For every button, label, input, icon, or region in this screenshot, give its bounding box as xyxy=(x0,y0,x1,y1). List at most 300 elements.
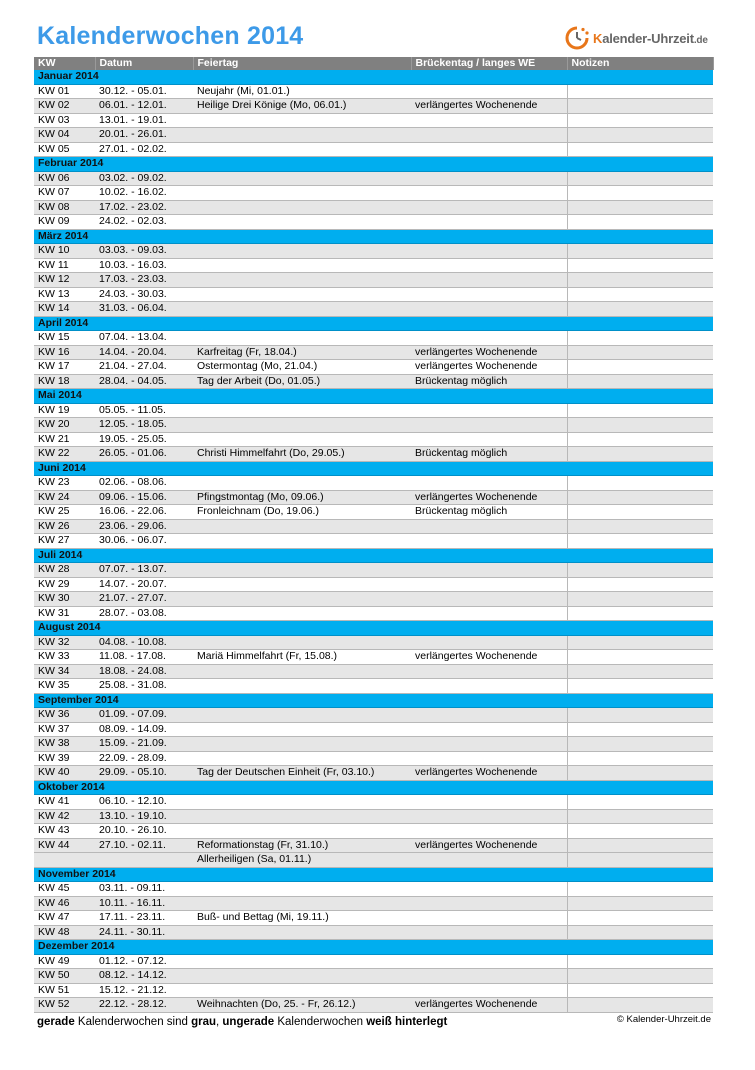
month-label: Februar 2014 xyxy=(34,157,713,172)
table-row xyxy=(34,258,713,273)
week-number-cell: KW 20 xyxy=(34,418,95,433)
table-row xyxy=(34,838,713,853)
notes-cell xyxy=(567,911,713,926)
bridge-day-cell: Brückentag möglich xyxy=(411,505,567,520)
month-header-row xyxy=(34,780,713,795)
notes-cell xyxy=(567,896,713,911)
holiday-cell xyxy=(193,403,411,418)
date-range-cell: 20.10. - 26.10. xyxy=(95,824,193,839)
notes-cell xyxy=(567,809,713,824)
date-range-cell: 24.02. - 02.03. xyxy=(95,215,193,230)
logo-initial: K xyxy=(593,30,603,46)
date-range-cell: 09.06. - 15.06. xyxy=(95,490,193,505)
bridge-day-cell: verlängertes Wochenende xyxy=(411,490,567,505)
week-number-cell: KW 44 xyxy=(34,838,95,853)
date-range-cell: 22.09. - 28.09. xyxy=(95,751,193,766)
date-range-cell: 30.12. - 05.01. xyxy=(95,84,193,99)
bridge-day-cell: verlängertes Wochenende xyxy=(411,345,567,360)
holiday-cell: Weihnachten (Do, 25. - Fr, 26.12.) xyxy=(193,998,411,1013)
table-row xyxy=(34,592,713,607)
date-range-cell: 08.09. - 14.09. xyxy=(95,722,193,737)
holiday-cell xyxy=(193,795,411,810)
notes-cell xyxy=(567,244,713,259)
table-row xyxy=(34,142,713,157)
holiday-cell xyxy=(193,896,411,911)
notes-cell xyxy=(567,722,713,737)
notes-cell xyxy=(567,84,713,99)
table-row xyxy=(34,331,713,346)
notes-cell xyxy=(567,432,713,447)
bridge-day-cell xyxy=(411,403,567,418)
date-range-cell: 20.01. - 26.01. xyxy=(95,128,193,143)
table-row-continuation xyxy=(34,853,713,868)
notes-cell xyxy=(567,563,713,578)
notes-cell xyxy=(567,258,713,273)
brand-logo[interactable] xyxy=(563,21,723,55)
logo-tld: .de xyxy=(693,34,708,46)
date-range-cell: 16.06. - 22.06. xyxy=(95,505,193,520)
table-row xyxy=(34,447,713,462)
week-number-cell: KW 51 xyxy=(34,983,95,998)
table-row xyxy=(34,969,713,984)
table-row xyxy=(34,374,713,389)
date-range-cell: 10.11. - 16.11. xyxy=(95,896,193,911)
notes-cell xyxy=(567,998,713,1013)
table-row xyxy=(34,200,713,215)
date-range-cell: 22.12. - 28.12. xyxy=(95,998,193,1013)
holiday-cell xyxy=(193,969,411,984)
date-range-cell: 14.04. - 20.04. xyxy=(95,345,193,360)
bridge-day-cell xyxy=(411,519,567,534)
week-number-cell: KW 45 xyxy=(34,882,95,897)
week-number-cell: KW 16 xyxy=(34,345,95,360)
bridge-day-cell xyxy=(411,795,567,810)
week-number-cell: KW 03 xyxy=(34,113,95,128)
holiday-cell xyxy=(193,128,411,143)
date-range-cell: 17.03. - 23.03. xyxy=(95,273,193,288)
holiday-cell xyxy=(193,737,411,752)
table-row xyxy=(34,519,713,534)
date-range-cell: 21.07. - 27.07. xyxy=(95,592,193,607)
table-row xyxy=(34,273,713,288)
notes-cell xyxy=(567,287,713,302)
table-row xyxy=(34,708,713,723)
date-range-cell: 14.07. - 20.07. xyxy=(95,577,193,592)
week-number-cell: KW 32 xyxy=(34,635,95,650)
notes-cell xyxy=(567,273,713,288)
month-label: Juni 2014 xyxy=(34,461,713,476)
date-range-cell: 01.09. - 07.09. xyxy=(95,708,193,723)
date-range-cell: 07.07. - 13.07. xyxy=(95,563,193,578)
table-row xyxy=(34,345,713,360)
table-row xyxy=(34,186,713,201)
table-row xyxy=(34,751,713,766)
week-number-cell: KW 43 xyxy=(34,824,95,839)
date-range-cell: 10.02. - 16.02. xyxy=(95,186,193,201)
legend-note xyxy=(37,1016,447,1028)
table-row xyxy=(34,360,713,375)
notes-cell xyxy=(567,142,713,157)
notes-cell xyxy=(567,113,713,128)
week-number-cell: KW 10 xyxy=(34,244,95,259)
table-row xyxy=(34,679,713,694)
notes-cell xyxy=(567,838,713,853)
notes-cell xyxy=(567,128,713,143)
table-row xyxy=(34,563,713,578)
table-row xyxy=(34,635,713,650)
table-row xyxy=(34,954,713,969)
bridge-day-cell xyxy=(411,432,567,447)
notes-cell xyxy=(567,476,713,491)
bridge-day-cell xyxy=(411,84,567,99)
holiday-cell: Pfingstmontag (Mo, 09.06.) xyxy=(193,490,411,505)
table-row xyxy=(34,650,713,665)
column-header-datum: Datum xyxy=(95,57,193,70)
month-header-row xyxy=(34,940,713,955)
month-header-row xyxy=(34,157,713,172)
date-range-cell: 26.05. - 01.06. xyxy=(95,447,193,462)
date-range-cell: 24.03. - 30.03. xyxy=(95,287,193,302)
date-range-cell: 27.01. - 02.02. xyxy=(95,142,193,157)
table-row xyxy=(34,766,713,781)
table-row xyxy=(34,606,713,621)
holiday-cell xyxy=(193,258,411,273)
notes-cell xyxy=(567,403,713,418)
table-row xyxy=(34,302,713,317)
week-number-cell: KW 12 xyxy=(34,273,95,288)
bridge-day-cell xyxy=(411,896,567,911)
notes-cell xyxy=(567,853,713,868)
table-row xyxy=(34,795,713,810)
date-range-cell: 02.06. - 08.06. xyxy=(95,476,193,491)
notes-cell xyxy=(567,302,713,317)
date-range-cell: 31.03. - 06.04. xyxy=(95,302,193,317)
date-range-cell: 18.08. - 24.08. xyxy=(95,664,193,679)
date-range-cell: 28.04. - 04.05. xyxy=(95,374,193,389)
date-range-cell xyxy=(95,853,193,868)
table-row xyxy=(34,534,713,549)
date-range-cell: 10.03. - 16.03. xyxy=(95,258,193,273)
month-header-row xyxy=(34,229,713,244)
table-row xyxy=(34,490,713,505)
table-header-row xyxy=(34,57,713,70)
week-number-cell: KW 22 xyxy=(34,447,95,462)
legend-text-part: Kalenderwochen sind xyxy=(74,1016,192,1028)
month-header-row xyxy=(34,621,713,636)
week-number-cell: KW 40 xyxy=(34,766,95,781)
notes-cell xyxy=(567,447,713,462)
date-range-cell: 06.01. - 12.01. xyxy=(95,99,193,114)
bridge-day-cell xyxy=(411,983,567,998)
week-number-cell: KW 27 xyxy=(34,534,95,549)
notes-cell xyxy=(567,969,713,984)
bridge-day-cell: verlängertes Wochenende xyxy=(411,360,567,375)
notes-cell xyxy=(567,954,713,969)
week-number-cell: KW 05 xyxy=(34,142,95,157)
holiday-cell xyxy=(193,113,411,128)
table-row xyxy=(34,171,713,186)
bridge-day-cell xyxy=(411,925,567,940)
date-range-cell: 05.05. - 11.05. xyxy=(95,403,193,418)
holiday-cell xyxy=(193,476,411,491)
bridge-day-cell xyxy=(411,664,567,679)
notes-cell xyxy=(567,505,713,520)
week-number-cell: KW 33 xyxy=(34,650,95,665)
table-row xyxy=(34,476,713,491)
bridge-day-cell xyxy=(411,809,567,824)
week-number-cell: KW 11 xyxy=(34,258,95,273)
holiday-cell: Reformationstag (Fr, 31.10.) xyxy=(193,838,411,853)
table-row xyxy=(34,418,713,433)
week-number-cell: KW 52 xyxy=(34,998,95,1013)
notes-cell xyxy=(567,418,713,433)
holiday-cell: Tag der Deutschen Einheit (Fr, 03.10.) xyxy=(193,766,411,781)
month-label: Dezember 2014 xyxy=(34,940,713,955)
holiday-cell xyxy=(193,331,411,346)
bridge-day-cell: verlängertes Wochenende xyxy=(411,998,567,1013)
notes-cell xyxy=(567,824,713,839)
month-label: Juli 2014 xyxy=(34,548,713,563)
bridge-day-cell: Brückentag möglich xyxy=(411,447,567,462)
month-label: Januar 2014 xyxy=(34,70,713,84)
week-number-cell: KW 48 xyxy=(34,925,95,940)
table-row xyxy=(34,505,713,520)
date-range-cell: 30.06. - 06.07. xyxy=(95,534,193,549)
notes-cell xyxy=(567,650,713,665)
week-number-cell xyxy=(34,853,95,868)
holiday-cell xyxy=(193,708,411,723)
legend-text-part: ungerade xyxy=(222,1016,275,1028)
date-range-cell: 03.03. - 09.03. xyxy=(95,244,193,259)
holiday-cell: Christi Himmelfahrt (Do, 29.05.) xyxy=(193,447,411,462)
week-number-cell: KW 47 xyxy=(34,911,95,926)
month-label: Oktober 2014 xyxy=(34,780,713,795)
date-range-cell: 21.04. - 27.04. xyxy=(95,360,193,375)
week-number-cell: KW 08 xyxy=(34,200,95,215)
week-number-cell: KW 31 xyxy=(34,606,95,621)
bridge-day-cell xyxy=(411,113,567,128)
bridge-day-cell xyxy=(411,824,567,839)
bridge-day-cell xyxy=(411,287,567,302)
bridge-day-cell xyxy=(411,476,567,491)
table-row xyxy=(34,824,713,839)
week-number-cell: KW 04 xyxy=(34,128,95,143)
holiday-cell xyxy=(193,432,411,447)
holiday-cell: Allerheiligen (Sa, 01.11.) xyxy=(193,853,411,868)
week-number-cell: KW 09 xyxy=(34,215,95,230)
notes-cell xyxy=(567,606,713,621)
date-range-cell: 12.05. - 18.05. xyxy=(95,418,193,433)
week-number-cell: KW 36 xyxy=(34,708,95,723)
notes-cell xyxy=(567,679,713,694)
month-header-row xyxy=(34,461,713,476)
week-number-cell: KW 26 xyxy=(34,519,95,534)
legend-text-part: gerade xyxy=(37,1016,75,1028)
notes-cell xyxy=(567,766,713,781)
week-number-cell: KW 23 xyxy=(34,476,95,491)
holiday-cell: Tag der Arbeit (Do, 01.05.) xyxy=(193,374,411,389)
week-number-cell: KW 14 xyxy=(34,302,95,317)
column-header-kw: KW xyxy=(34,57,95,70)
holiday-cell xyxy=(193,186,411,201)
bridge-day-cell xyxy=(411,751,567,766)
week-number-cell: KW 15 xyxy=(34,331,95,346)
logo-text xyxy=(593,31,708,46)
week-number-cell: KW 17 xyxy=(34,360,95,375)
week-number-cell: KW 39 xyxy=(34,751,95,766)
date-range-cell: 28.07. - 03.08. xyxy=(95,606,193,621)
date-range-cell: 03.02. - 09.02. xyxy=(95,171,193,186)
notes-cell xyxy=(567,186,713,201)
legend-text-part: weiß hinterlegt xyxy=(366,1016,448,1028)
holiday-cell xyxy=(193,200,411,215)
date-range-cell: 27.10. - 02.11. xyxy=(95,838,193,853)
holiday-cell: Ostermontag (Mo, 21.04.) xyxy=(193,360,411,375)
week-number-cell: KW 41 xyxy=(34,795,95,810)
month-label: November 2014 xyxy=(34,867,713,882)
table-row xyxy=(34,432,713,447)
holiday-cell xyxy=(193,635,411,650)
holiday-cell: Neujahr (Mi, 01.01.) xyxy=(193,84,411,99)
table-row xyxy=(34,84,713,99)
bridge-day-cell xyxy=(411,954,567,969)
holiday-cell xyxy=(193,722,411,737)
table-row xyxy=(34,99,713,114)
bridge-day-cell xyxy=(411,534,567,549)
month-label: März 2014 xyxy=(34,229,713,244)
holiday-cell xyxy=(193,606,411,621)
week-number-cell: KW 49 xyxy=(34,954,95,969)
bridge-day-cell xyxy=(411,244,567,259)
month-header-row xyxy=(34,389,713,404)
bridge-day-cell: verlängertes Wochenende xyxy=(411,99,567,114)
notes-cell xyxy=(567,708,713,723)
week-number-cell: KW 28 xyxy=(34,563,95,578)
holiday-cell xyxy=(193,809,411,824)
holiday-cell xyxy=(193,273,411,288)
week-number-cell: KW 18 xyxy=(34,374,95,389)
column-header-feiertag: Feiertag xyxy=(193,57,411,70)
notes-cell xyxy=(567,200,713,215)
week-number-cell: KW 13 xyxy=(34,287,95,302)
holiday-cell xyxy=(193,244,411,259)
date-range-cell: 04.08. - 10.08. xyxy=(95,635,193,650)
date-range-cell: 25.08. - 31.08. xyxy=(95,679,193,694)
month-label: September 2014 xyxy=(34,693,713,708)
table-row xyxy=(34,911,713,926)
holiday-cell xyxy=(193,418,411,433)
date-range-cell: 07.04. - 13.04. xyxy=(95,331,193,346)
holiday-cell: Heilige Drei Könige (Mo, 06.01.) xyxy=(193,99,411,114)
holiday-cell xyxy=(193,983,411,998)
bridge-day-cell xyxy=(411,418,567,433)
bridge-day-cell xyxy=(411,853,567,868)
holiday-cell xyxy=(193,751,411,766)
bridge-day-cell xyxy=(411,273,567,288)
holiday-cell: Mariä Himmelfahrt (Fr, 15.08.) xyxy=(193,650,411,665)
date-range-cell: 01.12. - 07.12. xyxy=(95,954,193,969)
bridge-day-cell xyxy=(411,142,567,157)
week-number-cell: KW 02 xyxy=(34,99,95,114)
bridge-day-cell xyxy=(411,200,567,215)
date-range-cell: 15.09. - 21.09. xyxy=(95,737,193,752)
month-label: August 2014 xyxy=(34,621,713,636)
date-range-cell: 17.02. - 23.02. xyxy=(95,200,193,215)
bridge-day-cell xyxy=(411,708,567,723)
notes-cell xyxy=(567,795,713,810)
week-number-cell: KW 29 xyxy=(34,577,95,592)
bridge-day-cell: verlängertes Wochenende xyxy=(411,650,567,665)
bridge-day-cell xyxy=(411,215,567,230)
table-row xyxy=(34,983,713,998)
date-range-cell: 23.06. - 29.06. xyxy=(95,519,193,534)
date-range-cell: 03.11. - 09.11. xyxy=(95,882,193,897)
table-row xyxy=(34,244,713,259)
holiday-cell xyxy=(193,882,411,897)
holiday-cell: Buß- und Bettag (Mi, 19.11.) xyxy=(193,911,411,926)
table-row xyxy=(34,287,713,302)
bridge-day-cell xyxy=(411,563,567,578)
table-row xyxy=(34,215,713,230)
bridge-day-cell: Brückentag möglich xyxy=(411,374,567,389)
bridge-day-cell xyxy=(411,592,567,607)
legend-text-part: Kalenderwochen xyxy=(274,1016,367,1028)
notes-cell xyxy=(567,171,713,186)
page-title: Kalenderwochen 2014 xyxy=(37,22,304,50)
notes-cell xyxy=(567,490,713,505)
holiday-cell xyxy=(193,287,411,302)
week-number-cell: KW 19 xyxy=(34,403,95,418)
date-range-cell: 15.12. - 21.12. xyxy=(95,983,193,998)
date-range-cell: 11.08. - 17.08. xyxy=(95,650,193,665)
holiday-cell xyxy=(193,954,411,969)
bridge-day-cell xyxy=(411,302,567,317)
bridge-day-cell xyxy=(411,911,567,926)
table-row xyxy=(34,737,713,752)
notes-cell xyxy=(567,577,713,592)
week-number-cell: KW 34 xyxy=(34,664,95,679)
bridge-day-cell xyxy=(411,722,567,737)
table-row xyxy=(34,809,713,824)
notes-cell xyxy=(567,519,713,534)
calendar-body xyxy=(34,70,713,1012)
table-row xyxy=(34,925,713,940)
notes-cell xyxy=(567,635,713,650)
notes-cell xyxy=(567,983,713,998)
holiday-cell xyxy=(193,519,411,534)
notes-cell xyxy=(567,360,713,375)
notes-cell xyxy=(567,592,713,607)
notes-cell xyxy=(567,925,713,940)
bridge-day-cell xyxy=(411,577,567,592)
week-number-cell: KW 46 xyxy=(34,896,95,911)
notes-cell xyxy=(567,534,713,549)
column-header-notizen: Notizen xyxy=(567,57,713,70)
notes-cell xyxy=(567,737,713,752)
notes-cell xyxy=(567,882,713,897)
calendar-week-table xyxy=(34,57,714,1013)
holiday-cell xyxy=(193,534,411,549)
logo-brand: alender-Uhrzeit xyxy=(602,30,694,46)
holiday-cell xyxy=(193,824,411,839)
notes-cell xyxy=(567,345,713,360)
week-number-cell: KW 01 xyxy=(34,84,95,99)
notes-cell xyxy=(567,374,713,389)
notes-cell xyxy=(567,215,713,230)
month-header-row xyxy=(34,316,713,331)
month-label: Mai 2014 xyxy=(34,389,713,404)
holiday-cell xyxy=(193,142,411,157)
